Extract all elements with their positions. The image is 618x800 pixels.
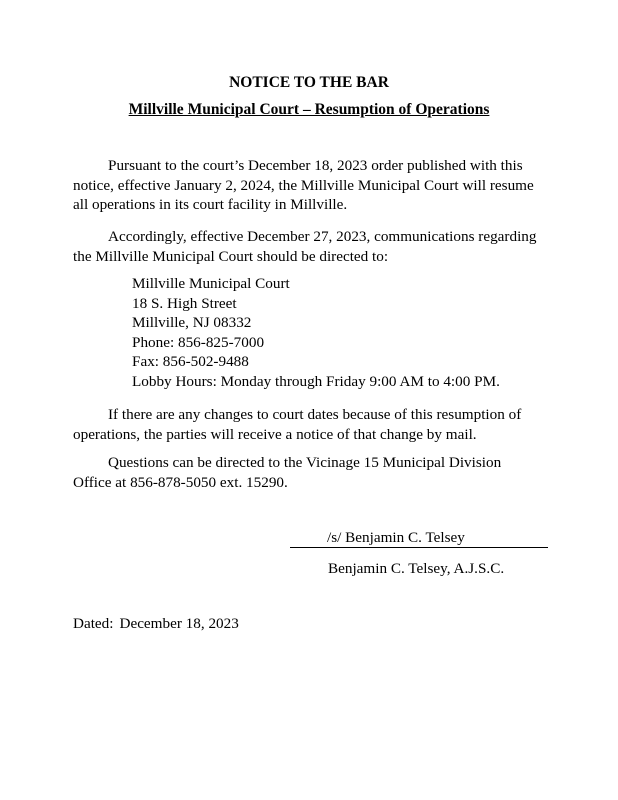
address-city-state-zip: Millville, NJ 08332: [132, 314, 252, 331]
address-lobby-hours: Lobby Hours: Monday through Friday 9:00 AM to 4:00 PM.: [132, 372, 500, 390]
paragraph-communications: Accordingly, effective December 27, 2023, communications regarding the Millville Municipal Court should be directed to:: [73, 228, 537, 265]
paragraph-resumption: Pursuant to the court’s December 18, 2023 order published with this notice, effective January 2, 2024, the Millville Municipal Court will resume all operations in its court facility in Millville.: [73, 157, 534, 213]
dated-label: Dated:: [73, 615, 114, 632]
dated-line: [73, 614, 239, 634]
notice-title: NOTICE TO THE BAR: [229, 74, 389, 91]
address-fax: Fax: 856-502-9488: [132, 353, 249, 370]
notice-subtitle: Millville Municipal Court – Resumption of Operations: [128, 101, 490, 118]
address-phone: Phone: 856-825-7000: [132, 333, 265, 351]
signature: /s/ Benjamin C. Telsey: [327, 529, 465, 546]
address-court-name: Millville Municipal Court: [132, 275, 290, 292]
court-address-block: [132, 274, 500, 391]
address-street: 18 S. High Street: [132, 294, 237, 312]
paragraph-court-date-changes: If there are any changes to court dates because of this resumption of operations, the parties will receive a notice of that change by mail.: [73, 406, 522, 443]
dated-value: December 18, 2023: [119, 615, 239, 632]
paragraph-questions: Questions can be directed to the Vicinage 15 Municipal Division Office at 856-878-5050 ext. 15290.: [73, 454, 502, 491]
signer-name: Benjamin C. Telsey, A.J.S.C.: [328, 560, 505, 577]
